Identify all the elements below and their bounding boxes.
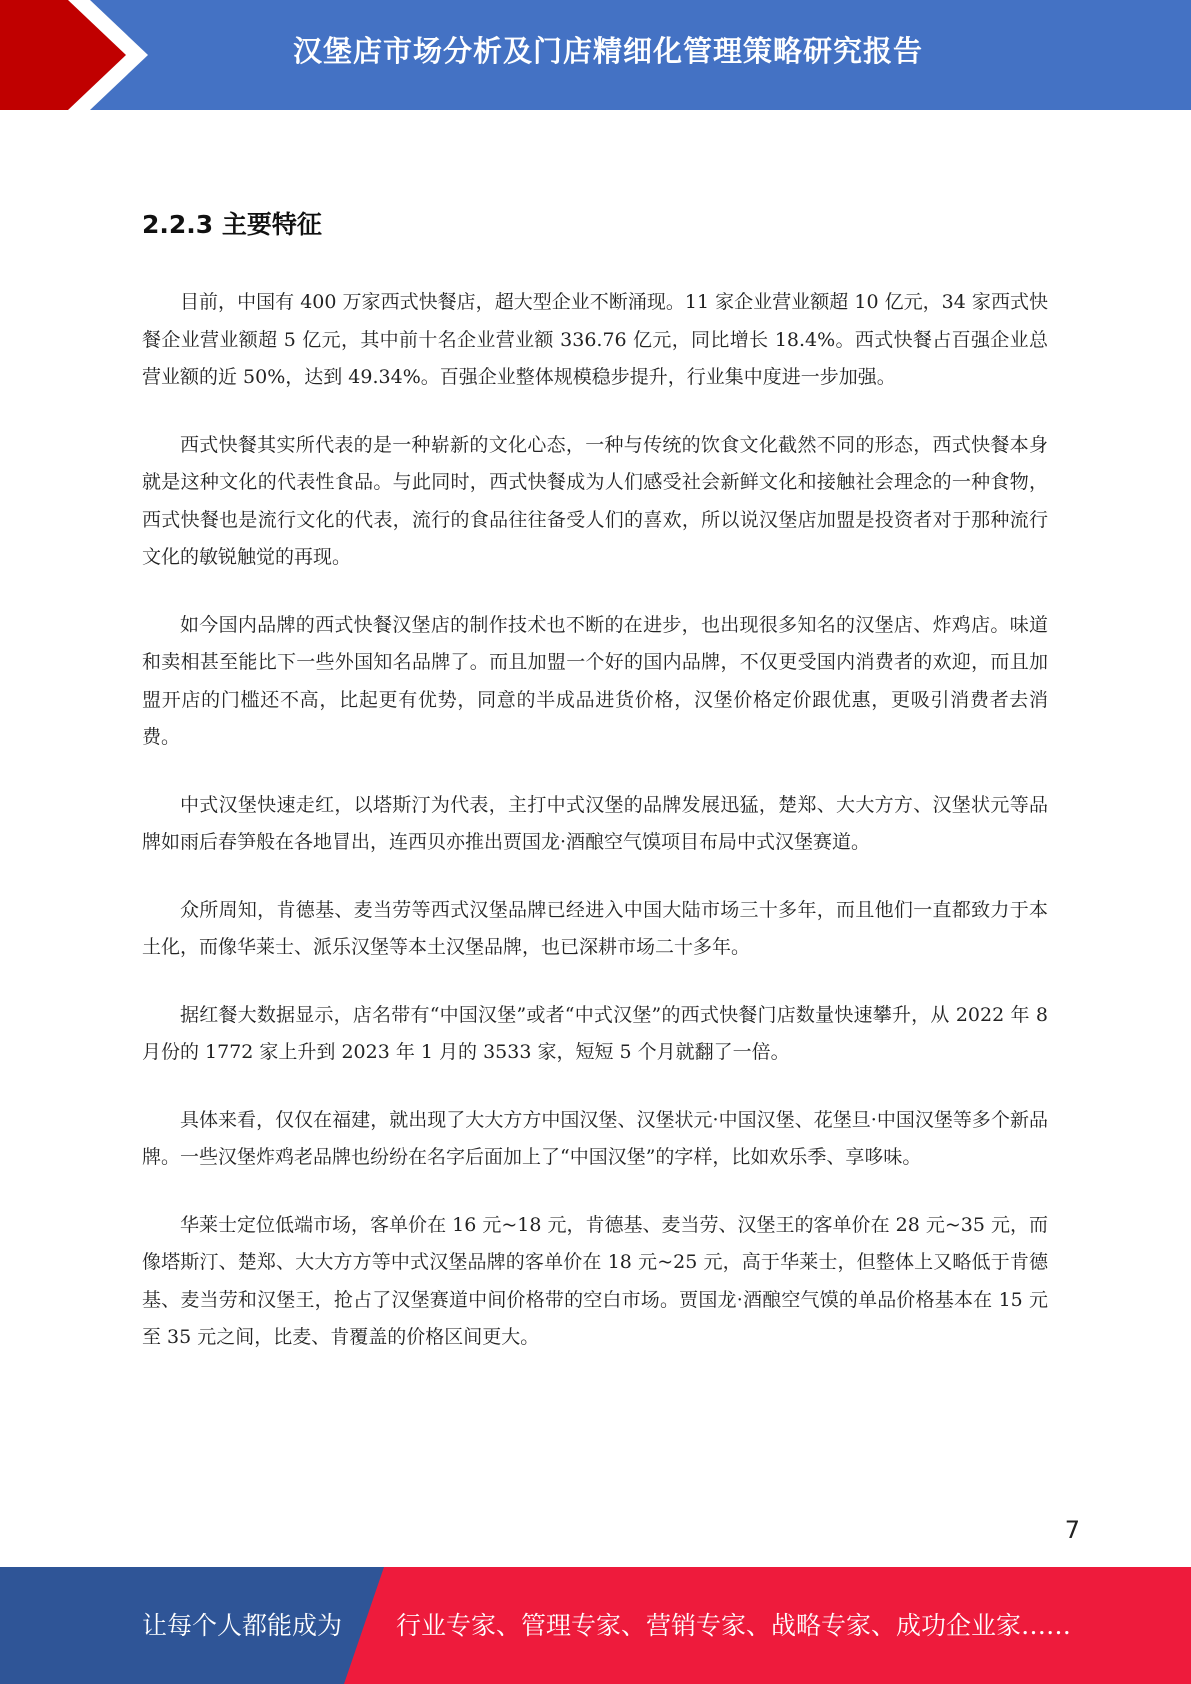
paragraph: 中式汉堡快速走红，以塔斯汀为代表，主打中式汉堡的品牌发展迅猛，楚郑、大大方方、汉堡状元等品牌如雨后春笋般在各地冒出，连西贝亦推出贾国龙·酒酿空气馍项目布局中式汉堡赛道。 <box>142 793 1048 853</box>
paragraph: 西式快餐其实所代表的是一种崭新的文化心态，一种与传统的饮食文化截然不同的形态，西式快餐本身就是这种文化的代表性食品。与此同时，西式快餐成为人们感受社会新鲜文化和接触社会理念的一种食物，西式快餐也是流行文化的代表，流行的食品往往备受人们的喜欢，所以说汉堡店加盟是投资者对于那种流行文化的敏锐触觉的再现。 <box>142 433 1048 568</box>
paragraph: 如今国内品牌的西式快餐汉堡店的制作技术也不断的在进步，也出现很多知名的汉堡店、炸鸡店。味道和卖相甚至能比下一些外国知名品牌了。而且加盟一个好的国内品牌，不仅更受国内消费者的欢迎，而且加盟开店的门槛还不高，比起更有优势，同意的半成品进货价格，汉堡价格定价跟优惠，更吸引消费者去消费。 <box>142 613 1048 748</box>
footer-banner <box>0 1567 1191 1684</box>
footer-slogan-left: 让每个人都能成为 <box>142 1611 343 1640</box>
paragraph: 具体来看，仅仅在福建，就出现了大大方方中国汉堡、汉堡状元·中国汉堡、花堡旦·中国汉堡等多个新品牌。一些汉堡炸鸡老品牌也纷纷在名字后面加上了“中国汉堡”的字样，比如欢乐季、享哆味。 <box>142 1108 1048 1168</box>
paragraph: 华莱士定位低端市场，客单价在 16 元~18 元，肯德基、麦当劳、汉堡王的客单价在 28 元~35 元，而像塔斯汀、楚郑、大大方方等中式汉堡品牌的客单价在 18 元~25 元，高于华莱士，但整体上又略低于肯德基、麦当劳和汉堡王，抢占了汉堡赛道中间价格带的空白市场。贾国龙·酒酿空气馍的单品价格基本在 15 元至 35 元之间，比麦、肯覆盖的价格区间更大。 <box>142 1213 1048 1348</box>
page-body <box>142 200 1048 1387</box>
section-heading: 2.2.3 主要特征 <box>142 210 322 239</box>
report-title: 汉堡店市场分析及门店精细化管理策略研究报告 <box>292 34 923 68</box>
paragraph: 目前，中国有 400 万家西式快餐店，超大型企业不断涌现。11 家企业营业额超 10 亿元，34 家西式快餐企业营业额超 5 亿元，其中前十名企业营业额 336.76 亿元，同比增长 18.4%。西式快餐占百强企业总营业额的近 50%，达到 49.34%。百强企业整体规模稳步提升，行业集中度进一步加强。 <box>142 291 1048 388</box>
paragraph: 众所周知，肯德基、麦当劳等西式汉堡品牌已经进入中国大陆市场三十多年，而且他们一直都致力于本土化，而像华莱士、派乐汉堡等本土汉堡品牌，也已深耕市场二十多年。 <box>142 898 1048 958</box>
paragraph: 据红餐大数据显示，店名带有“中国汉堡”或者“中式汉堡”的西式快餐门店数量快速攀升，从 2022 年 8 月份的 1772 家上升到 2023 年 1 月的 3533 家，短短 5 个月就翻了一倍。 <box>142 1003 1048 1063</box>
report-header-banner <box>0 0 1191 110</box>
footer-slogan-right: 行业专家、管理专家、营销专家、战略专家、成功企业家…… <box>396 1611 1072 1640</box>
page-number: 7 <box>1064 1516 1080 1544</box>
